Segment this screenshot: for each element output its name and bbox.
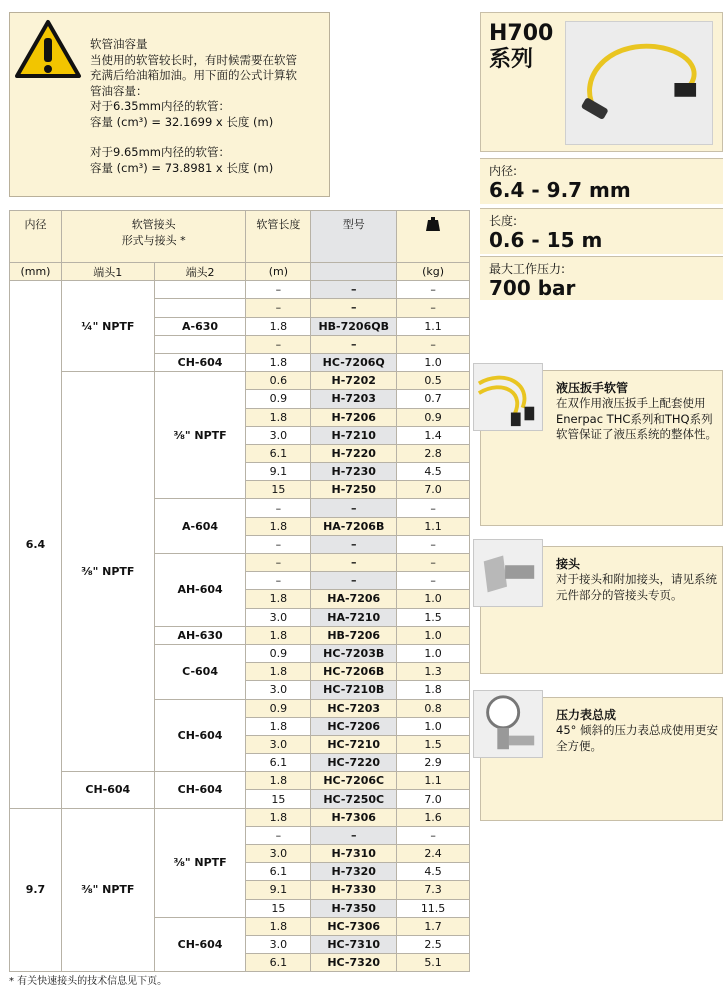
capacity-note	[9, 12, 330, 197]
cell-weight: 1.1	[397, 317, 470, 335]
cell-length: 9.1	[246, 881, 311, 899]
hose-photo	[565, 21, 713, 145]
cell-length: 1.8	[246, 808, 311, 826]
header-model: 型号	[311, 211, 397, 263]
cell-model: H-7206	[311, 408, 397, 426]
cell-weight: 1.0	[397, 590, 470, 608]
end2-fitting: CH-604	[154, 917, 246, 972]
cell-length: 3.0	[246, 735, 311, 753]
cell-model: HC-7250C	[311, 790, 397, 808]
cell-weight: 1.5	[397, 608, 470, 626]
formula: 容量 (cm³) = 32.1699 x 长度 (m)	[90, 114, 274, 129]
cell-weight: 2.5	[397, 935, 470, 953]
cell-model: H-7203	[311, 390, 397, 408]
cell-length: 1.8	[246, 353, 311, 371]
cell-model: HC-7206	[311, 717, 397, 735]
cell-model: H-7320	[311, 863, 397, 881]
cell-weight: 7.3	[397, 881, 470, 899]
end2-fitting: AH-630	[154, 626, 246, 644]
inner-diameter: 9.7	[10, 808, 62, 972]
end2-fitting: CH-604	[154, 699, 246, 772]
coupler-box	[480, 546, 723, 674]
end2-fitting: A-604	[154, 499, 246, 554]
cell-weight: 7.0	[397, 790, 470, 808]
cell-model: HC-7203B	[311, 644, 397, 662]
cell-model: H-7202	[311, 372, 397, 390]
cell-weight: –	[397, 572, 470, 590]
cell-model: –	[311, 554, 397, 572]
end2-fitting: ⅜" NPTF	[154, 372, 246, 499]
hose-spec-table	[9, 210, 470, 972]
unit-model	[311, 263, 397, 281]
cell-length: 9.1	[246, 463, 311, 481]
cell-length: 1.8	[246, 917, 311, 935]
cell-length: 1.8	[246, 590, 311, 608]
cell-model: HC-7206C	[311, 772, 397, 790]
note-line: 管油容量：	[90, 83, 148, 98]
header-length: 软管长度	[246, 211, 311, 263]
cell-model: HC-7203	[311, 699, 397, 717]
cell-model: –	[311, 335, 397, 353]
cell-length: –	[246, 535, 311, 553]
cell-length: –	[246, 499, 311, 517]
cell-weight: 7.0	[397, 481, 470, 499]
side-title: 接头	[556, 557, 581, 571]
cell-model: HC-7210B	[311, 681, 397, 699]
cell-length: 3.0	[246, 608, 311, 626]
table-row	[10, 372, 470, 390]
cell-weight: 11.5	[397, 899, 470, 917]
cell-length: –	[246, 826, 311, 844]
series-subtitle: 系列	[489, 47, 534, 72]
side-body: 对于接头和附加接头，请见系统元件部分的管接头专页。	[556, 572, 717, 602]
formula-label: 对于6.35mm内径的软管：	[90, 99, 231, 113]
cell-weight: 1.8	[397, 681, 470, 699]
cell-length: 6.1	[246, 954, 311, 972]
table-row	[10, 772, 470, 790]
cell-weight: 2.8	[397, 444, 470, 462]
cell-model: H-7306	[311, 808, 397, 826]
cell-model: –	[311, 535, 397, 553]
cell-length: –	[246, 281, 311, 299]
cell-length: 1.8	[246, 517, 311, 535]
end2-fitting: C-604	[154, 644, 246, 699]
cell-model: HC-7320	[311, 954, 397, 972]
header-inner-dia: 内径	[10, 211, 62, 263]
cell-length: 15	[246, 790, 311, 808]
end1-fitting: ⅜" NPTF	[61, 808, 154, 972]
cell-weight: 1.4	[397, 426, 470, 444]
cell-length: 0.9	[246, 644, 311, 662]
cell-model: HA-7206	[311, 590, 397, 608]
cell-length: –	[246, 335, 311, 353]
cell-weight: 5.1	[397, 954, 470, 972]
cell-length: 1.8	[246, 663, 311, 681]
cell-model: H-7350	[311, 899, 397, 917]
cell-weight: 1.0	[397, 626, 470, 644]
cell-model: –	[311, 281, 397, 299]
cell-length: 6.1	[246, 754, 311, 772]
cell-length: 3.0	[246, 845, 311, 863]
cell-length: –	[246, 554, 311, 572]
cell-length: 3.0	[246, 426, 311, 444]
inner-diameter: 6.4	[10, 281, 62, 808]
side-title: 压力表总成	[556, 708, 617, 722]
cell-weight: 1.6	[397, 808, 470, 826]
cell-model: –	[311, 572, 397, 590]
table-row	[10, 808, 470, 826]
cell-weight: 4.5	[397, 463, 470, 481]
cell-weight: 0.8	[397, 699, 470, 717]
end2-fitting	[154, 281, 246, 299]
spec-pressure: 最大工作压力: 700 bar	[480, 256, 723, 300]
unit-kg: (kg)	[397, 263, 470, 281]
note-line: 当使用的软管较长时，有时候需要在软管	[90, 52, 297, 67]
note-line: 充满后给油箱加油。用下面的公式计算软	[90, 68, 297, 82]
cell-weight: –	[397, 554, 470, 572]
cell-length: 3.0	[246, 681, 311, 699]
cell-weight: 1.7	[397, 917, 470, 935]
end1-fitting: CH-604	[61, 772, 154, 808]
cell-model: HC-7210	[311, 735, 397, 753]
cell-length: 6.1	[246, 863, 311, 881]
side-body: 在双作用液压扳手上配套使用Enerpac THC系列和THQ系列软管保证了液压系统的整体性。	[556, 396, 717, 441]
end1-fitting: ⅜" NPTF	[61, 372, 154, 772]
coupler-photo	[473, 539, 543, 607]
unit-end1: 端头1	[61, 263, 154, 281]
end2-fitting	[154, 335, 246, 353]
warning-icon	[14, 19, 82, 79]
cell-length: 15	[246, 481, 311, 499]
cell-model: HC-7220	[311, 754, 397, 772]
cell-length: 6.1	[246, 444, 311, 462]
cell-weight: 1.0	[397, 717, 470, 735]
wrench-hose-box	[480, 370, 723, 526]
end2-fitting: ⅜" NPTF	[154, 808, 246, 917]
wrench-hose-photo	[473, 363, 543, 431]
cell-model: H-7220	[311, 444, 397, 462]
cell-weight: –	[397, 299, 470, 317]
cell-model: HA-7210	[311, 608, 397, 626]
cell-length: 1.8	[246, 408, 311, 426]
cell-weight: 2.9	[397, 754, 470, 772]
cell-weight: 0.5	[397, 372, 470, 390]
cell-length: 0.9	[246, 390, 311, 408]
cell-model: H-7330	[311, 881, 397, 899]
end2-fitting: AH-604	[154, 554, 246, 627]
cell-weight: –	[397, 281, 470, 299]
cell-model: HA-7206B	[311, 517, 397, 535]
cell-model: HC-7206Q	[311, 353, 397, 371]
cell-length: –	[246, 299, 311, 317]
cell-model: H-7250	[311, 481, 397, 499]
side-title: 液压扳手软管	[556, 381, 629, 395]
unit-mm: (mm)	[10, 263, 62, 281]
table-row	[10, 281, 470, 299]
weight-icon	[425, 216, 441, 232]
header-fittings: 软管接头 形式与接头 *	[61, 211, 246, 263]
cell-model: –	[311, 299, 397, 317]
end2-fitting: CH-604	[154, 353, 246, 371]
cell-length: 1.8	[246, 772, 311, 790]
cell-length: 1.8	[246, 317, 311, 335]
gauge-photo	[473, 690, 543, 758]
side-body: 45° 倾斜的压力表总成使用更安全方便。	[556, 723, 719, 753]
unit-m: (m)	[246, 263, 311, 281]
cell-weight: –	[397, 826, 470, 844]
cell-weight: 1.1	[397, 517, 470, 535]
cell-weight: 1.0	[397, 644, 470, 662]
note-title: 软管油容量	[90, 37, 148, 51]
cell-model: H-7230	[311, 463, 397, 481]
cell-model: HC-7306	[311, 917, 397, 935]
cell-weight: –	[397, 335, 470, 353]
cell-weight: 0.7	[397, 390, 470, 408]
cell-weight: –	[397, 535, 470, 553]
cell-weight: 4.5	[397, 863, 470, 881]
cell-length: –	[246, 572, 311, 590]
formula: 容量 (cm³) = 73.8981 x 长度 (m)	[90, 160, 274, 175]
cell-model: –	[311, 499, 397, 517]
cell-length: 0.6	[246, 372, 311, 390]
cell-model: HB-7206QB	[311, 317, 397, 335]
spec-length: 长度: 0.6 - 15 m	[480, 208, 723, 254]
cell-model: –	[311, 826, 397, 844]
series-title: H700	[489, 21, 554, 46]
cell-weight: 2.4	[397, 845, 470, 863]
cell-model: H-7210	[311, 426, 397, 444]
cell-weight: –	[397, 499, 470, 517]
end1-fitting: ¼" NPTF	[61, 281, 154, 372]
spec-inner-dia: 内径: 6.4 - 9.7 mm	[480, 158, 723, 204]
formula-label: 对于9.65mm内径的软管：	[90, 145, 231, 159]
cell-length: 1.8	[246, 626, 311, 644]
cell-weight: 1.0	[397, 353, 470, 371]
footnote: * 有关快速接头的技术信息见下页。	[9, 976, 168, 987]
cell-weight: 0.9	[397, 408, 470, 426]
series-hero	[480, 12, 723, 152]
cell-weight: 1.1	[397, 772, 470, 790]
unit-end2: 端头2	[154, 263, 246, 281]
cell-model: HB-7206	[311, 626, 397, 644]
cell-model: H-7310	[311, 845, 397, 863]
end2-fitting: A-630	[154, 317, 246, 335]
cell-length: 0.9	[246, 699, 311, 717]
cell-weight: 1.3	[397, 663, 470, 681]
gauge-box	[480, 697, 723, 821]
cell-model: HC-7206B	[311, 663, 397, 681]
cell-length: 3.0	[246, 935, 311, 953]
header-weight	[397, 211, 470, 263]
cell-model: HC-7310	[311, 935, 397, 953]
cell-length: 1.8	[246, 717, 311, 735]
cell-length: 15	[246, 899, 311, 917]
cell-weight: 1.5	[397, 735, 470, 753]
end2-fitting: CH-604	[154, 772, 246, 808]
end2-fitting	[154, 299, 246, 317]
